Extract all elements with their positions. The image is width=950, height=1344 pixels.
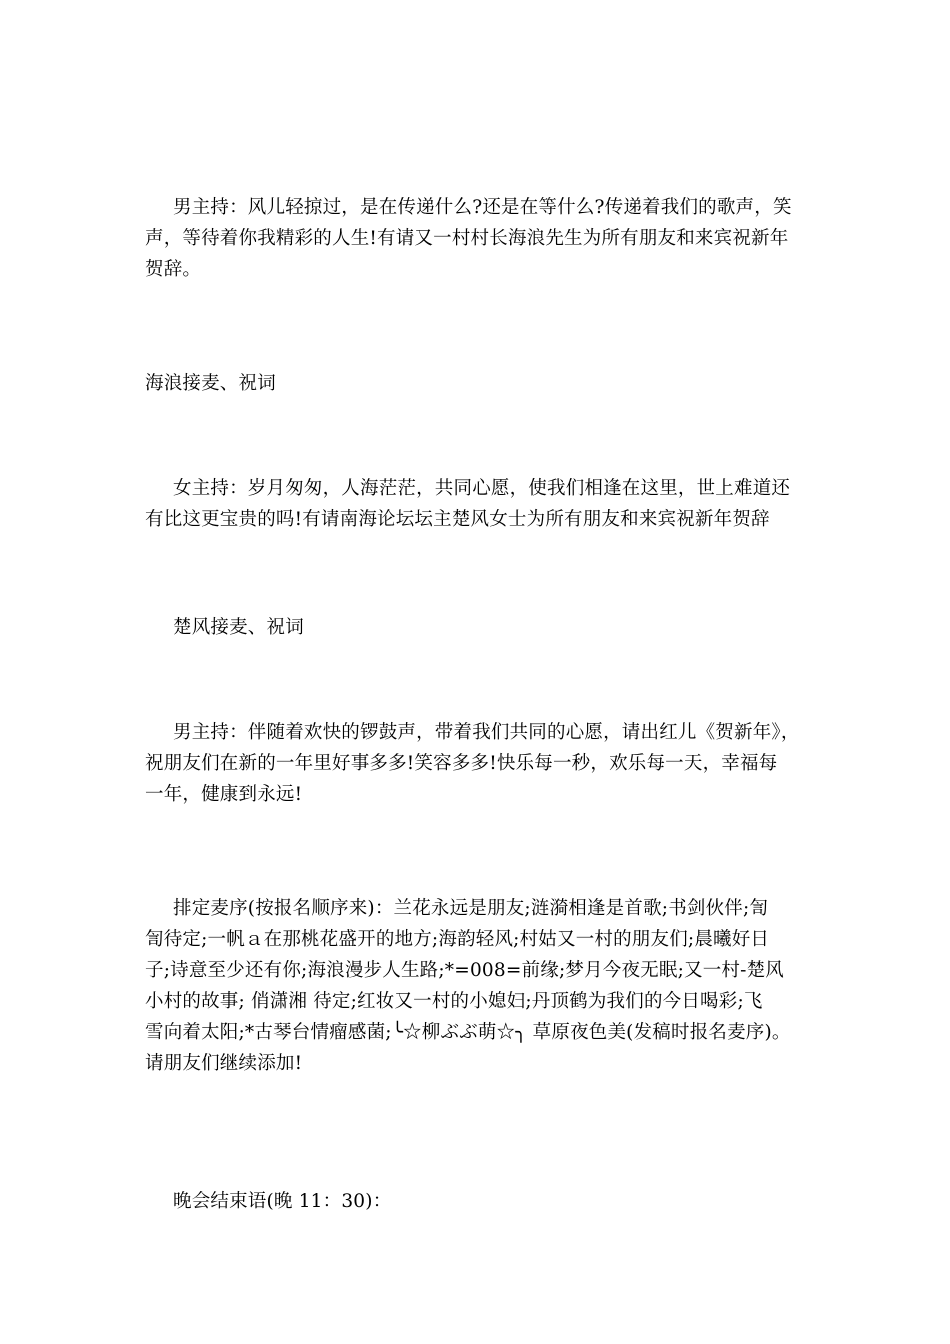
- text-line: 子;诗意至少还有你;海浪漫步人生路;*=008=前缘;梦月今夜无眠;又一村-楚风: [145, 960, 784, 981]
- text-line: 小村的故事; 俏潇湘 待定;红妆又一村的小媳妇;丹顶鹤为我们的今日喝彩;飞: [145, 991, 763, 1012]
- text-line: 贺辞。: [145, 259, 202, 280]
- paragraph-male-host-2: [145, 717, 820, 810]
- text-line: 雪向着太阳;*古琴台情瘤感菌;╰☆柳ぶぶ萌☆╮ 草原夜色美(发稿时报名麦序)。: [145, 1022, 791, 1043]
- text-line: 晚会结束语(晚 11：30)：: [173, 1191, 392, 1212]
- paragraph-chufeng-speech: [145, 612, 820, 643]
- text-line: 訇待定;一帆ａ在那桃花盛开的地方;海韵轻风;村姑又一村的朋友们;晨曦好日: [145, 929, 770, 950]
- paragraph-male-host-1: [145, 192, 820, 285]
- text-line: 女主持：岁月匆匆，人海茫茫，共同心愿，使我们相逢在这里，世上难道还: [173, 478, 791, 499]
- text-line: 男主持：风儿轻掠过，是在传递什么?还是在等什么?传递着我们的歌声，笑: [173, 197, 792, 218]
- paragraph-closing-heading: [145, 1186, 820, 1217]
- text-line: 楚风接麦、祝词: [173, 617, 304, 638]
- text-line: 声，等待着你我精彩的人生!有请又一村村长海浪先生为所有朋友和来宾祝新年: [145, 228, 789, 249]
- text-line: 海浪接麦、祝词: [145, 373, 276, 394]
- text-line: 排定麦序(按报名顺序来)：兰花永远是朋友;涟漪相逢是首歌;书剑伙伴;訇: [173, 898, 769, 919]
- text-line: 一年，健康到永远!: [145, 784, 303, 805]
- paragraph-female-host: [145, 473, 820, 535]
- paragraph-hailang-speech: [145, 368, 820, 399]
- text-line: 祝朋友们在新的一年里好事多多!笑容多多!快乐每一秒，欢乐每一天，幸福每: [145, 753, 778, 774]
- text-line: 请朋友们继续添加!: [145, 1053, 303, 1074]
- text-line: 有比这更宝贵的吗!有请南海论坛坛主楚风女士为所有朋友和来宾祝新年贺辞: [145, 509, 770, 530]
- paragraph-performance-order: [145, 893, 820, 1079]
- text-line: 男主持：伴随着欢快的锣鼓声，带着我们共同的心愿，请出红儿《贺新年》，: [173, 722, 800, 743]
